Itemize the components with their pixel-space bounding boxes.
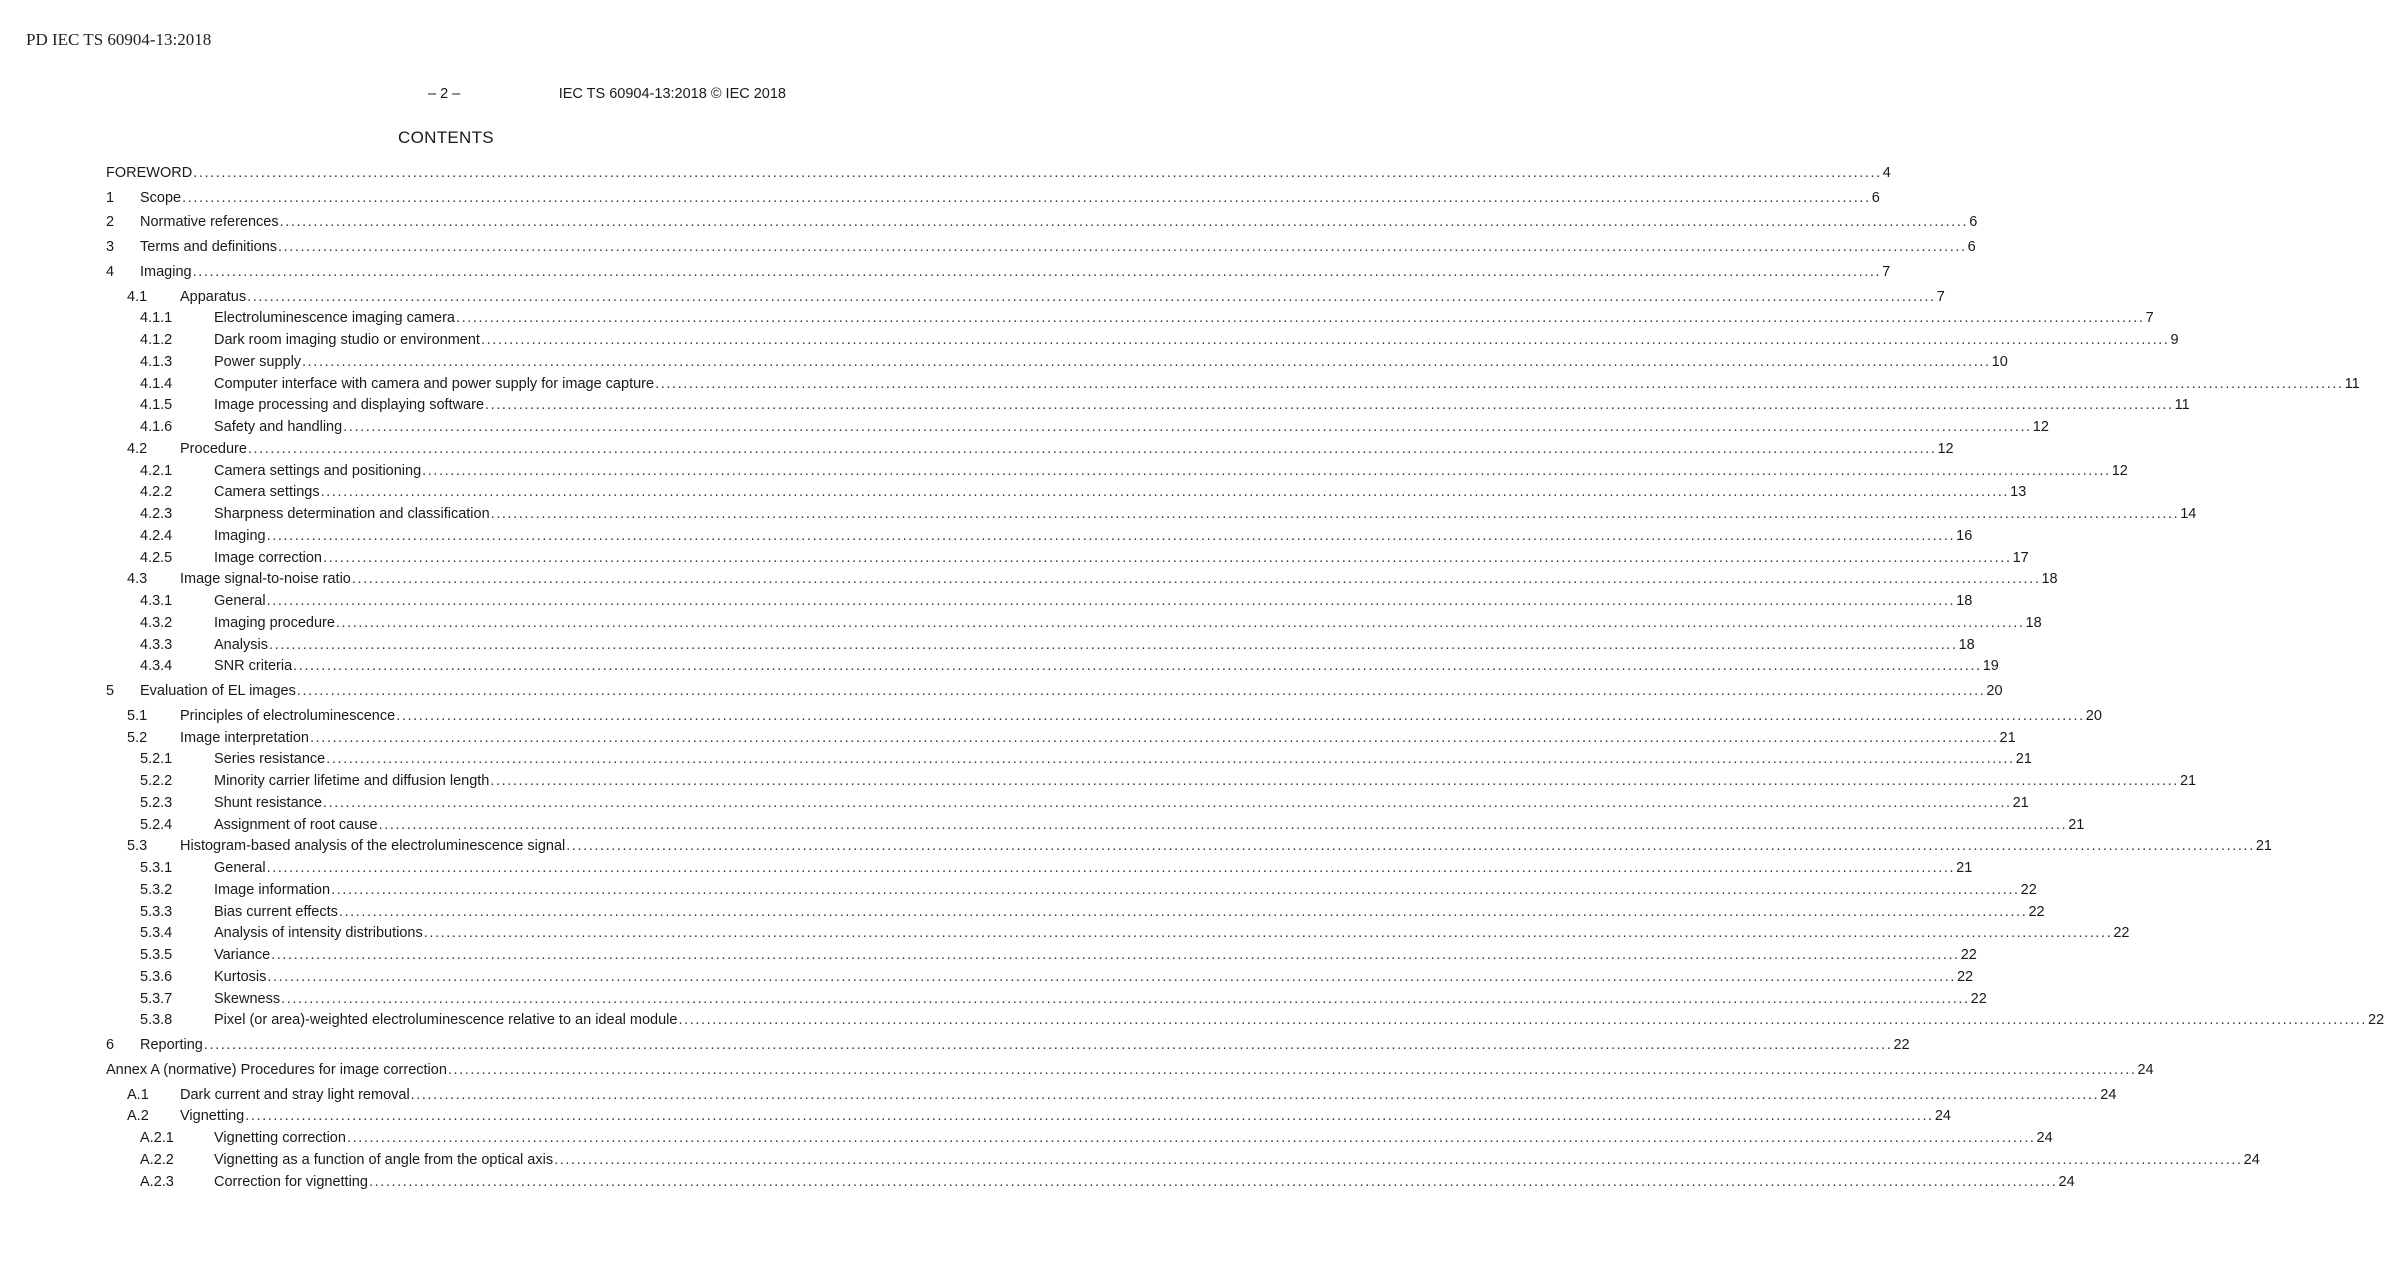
toc-entry-title: Imaging — [214, 527, 266, 544]
dot-leader: ............................................................................................................................................................................................................................................................................................................ — [323, 794, 2012, 811]
toc-entry[interactable] — [106, 1149, 2260, 1171]
toc-entry-number: A.1 — [127, 1086, 149, 1103]
toc-entry-page: 18 — [1958, 636, 1975, 653]
dot-leader: ............................................................................................................................................................................................................................................................................................................ — [396, 707, 2085, 724]
toc-entry-number: 4.1.5 — [140, 397, 173, 414]
dot-leader: ............................................................................................................................................................................................................................................................................................................ — [566, 838, 2255, 855]
dot-leader: ............................................................................................................................................................................................................................................................................................................ — [320, 484, 2010, 501]
toc-entry-title: Annex A (normative) Procedures for image correction — [106, 1061, 447, 1078]
toc-entry-number: 5.3.6 — [140, 968, 173, 985]
toc-entry-number: 4.1 — [127, 288, 148, 305]
dot-leader: ............................................................................................................................................................................................................................................................................................................ — [323, 549, 2012, 566]
dot-leader: ............................................................................................................................................................................................................................................................................................................ — [247, 440, 1937, 457]
dot-leader: ............................................................................................................................................................................................................................................................................................................ — [343, 419, 2032, 436]
toc-entry[interactable] — [106, 656, 1999, 678]
toc-entry-title: Safety and handling — [214, 419, 343, 436]
toc-entry-page: 4 — [1882, 164, 1891, 181]
toc-entry-title: Vignetting — [180, 1108, 245, 1125]
toc-entry-title: General — [214, 593, 266, 610]
toc-entry[interactable] — [106, 634, 1975, 656]
dot-leader: ............................................................................................................................................................................................................................................................................................................ — [279, 214, 1969, 231]
toc-entry-title: Camera settings — [214, 484, 320, 501]
toc-entry-page: 12 — [1937, 440, 1954, 457]
toc-entry-page: 22 — [2028, 903, 2045, 920]
toc-entry-page: 7 — [1882, 263, 1891, 280]
toc-entry-page: 7 — [1936, 288, 1945, 305]
standard-reference: IEC TS 60904-13:2018 © IEC 2018 — [558, 86, 786, 102]
toc-entry-number: 5.3.3 — [140, 903, 173, 920]
toc-entry-number: 5.3.2 — [140, 881, 173, 898]
toc-entry-title: Analysis — [214, 636, 268, 653]
toc-entry-page: 22 — [2113, 925, 2130, 942]
toc-entry-page: 22 — [1956, 968, 1974, 985]
toc-entry-number: 4.2.1 — [140, 462, 173, 479]
toc-entry-title: Pixel (or area)-weighted electroluminescence relative to an ideal module — [214, 1012, 678, 1029]
toc-entry-title: SNR criteria — [214, 658, 293, 675]
toc-entry-title: General — [214, 860, 266, 877]
toc-entry-page: 24 — [2036, 1130, 2053, 1147]
toc-entry-title: Power supply — [214, 353, 302, 370]
toc-entry-page: 18 — [1956, 593, 1973, 610]
toc-entry[interactable] — [106, 1127, 2053, 1149]
dot-leader: ............................................................................................................................................................................................................................................................................................................ — [193, 164, 1882, 181]
toc-entry-page: 24 — [2058, 1173, 2075, 1190]
toc-entry[interactable] — [106, 212, 1978, 234]
toc-entry[interactable] — [106, 1084, 2117, 1106]
toc-entry-page: 21 — [2255, 838, 2272, 855]
toc-entry[interactable] — [106, 770, 2197, 792]
toc-entry[interactable] — [106, 814, 2085, 836]
toc-entry-page: 11 — [2344, 375, 2360, 392]
toc-entry-title: Camera settings and positioning — [214, 462, 422, 479]
toc-entry[interactable] — [106, 438, 1954, 460]
toc-entry-page: 7 — [2145, 310, 2154, 327]
toc-entry-number: 4 — [106, 263, 115, 280]
toc-entry[interactable] — [106, 416, 2049, 438]
dot-leader: ............................................................................................................................................................................................................................................................................................................ — [203, 1037, 1893, 1054]
dot-leader: ............................................................................................................................................................................................................................................................................................................ — [267, 968, 1956, 985]
toc-entry-title: Scope — [140, 189, 182, 206]
dot-leader: ............................................................................................................................................................................................................................................................................................................ — [269, 636, 1958, 653]
dot-leader: ............................................................................................................................................................................................................................................................................................................ — [309, 729, 1999, 746]
toc-entry-page: 24 — [2243, 1151, 2260, 1168]
toc-entry-title: Analysis of intensity distributions — [214, 925, 423, 942]
toc-entry[interactable] — [106, 879, 2037, 901]
toc-entry[interactable] — [106, 901, 2045, 923]
toc-entry-title: Normative references — [140, 214, 279, 231]
toc-entry-title: Imaging — [140, 263, 192, 280]
toc-entry[interactable] — [106, 525, 1973, 547]
toc-entry-number: 5.3.1 — [140, 860, 173, 877]
toc-entry-title: FOREWORD — [106, 164, 193, 181]
toc-entry-number: 5.2 — [127, 729, 148, 746]
toc-entry-title: Histogram-based analysis of the electroluminescence signal — [180, 838, 566, 855]
toc-entry-title: Series resistance — [214, 751, 326, 768]
toc-entry-title: Shunt resistance — [214, 794, 323, 811]
toc-entry[interactable] — [106, 187, 1880, 209]
toc-entry-number: A.2.2 — [140, 1151, 174, 1168]
toc-entry-number: 4.1.4 — [140, 375, 173, 392]
toc-entry-number: 1 — [106, 189, 115, 206]
dot-leader: ............................................................................................................................................................................................................................................................................................................ — [455, 310, 2145, 327]
dot-leader: ............................................................................................................................................................................................................................................................................................................ — [281, 990, 1970, 1007]
table-of-contents — [106, 162, 2384, 1193]
toc-entry[interactable] — [106, 503, 2197, 525]
toc-entry[interactable] — [106, 351, 2008, 373]
toc-entry-number: 4.2.5 — [140, 549, 173, 566]
toc-entry-page: 22 — [1970, 990, 1987, 1007]
toc-entry-number: 4.1.2 — [140, 332, 173, 349]
toc-entry-page: 20 — [2085, 707, 2102, 724]
dot-leader: ............................................................................................................................................................................................................................................................................................................ — [485, 397, 2174, 414]
toc-entry-title: Image interpretation — [180, 729, 309, 746]
dot-leader: ............................................................................................................................................................................................................................................................................................................ — [266, 527, 1956, 544]
toc-entry-title: Kurtosis — [214, 968, 267, 985]
toc-entry-title: Minority carrier lifetime and diffusion length — [214, 773, 490, 790]
toc-entry-page: 6 — [1967, 239, 1976, 256]
toc-entry-number: 2 — [106, 214, 115, 231]
contents-heading: CONTENTS — [398, 128, 494, 147]
toc-entry[interactable] — [106, 308, 2154, 330]
toc-entry-number: 4.2.4 — [140, 527, 173, 544]
toc-entry-page: 24 — [1934, 1108, 1951, 1125]
dot-leader: ............................................................................................................................................................................................................................................................................................................ — [247, 288, 1936, 305]
toc-entry-number: A.2.3 — [140, 1173, 174, 1190]
toc-entry-number: 4.3.4 — [140, 658, 173, 675]
toc-entry-number: 4.1.6 — [140, 419, 173, 436]
toc-entry-page: 19 — [1982, 658, 1999, 675]
dot-leader: ............................................................................................................................................................................................................................................................................................................ — [351, 571, 2041, 588]
toc-entry-page: 9 — [2170, 332, 2179, 349]
toc-entry-number: 5.3 — [127, 838, 148, 855]
toc-entry-number: 4.3.1 — [140, 593, 173, 610]
toc-entry[interactable] — [106, 705, 2102, 727]
toc-entry[interactable] — [106, 261, 1891, 283]
toc-entry-title: Dark current and stray light removal — [180, 1086, 410, 1103]
dot-leader: ............................................................................................................................................................................................................................................................................................................ — [368, 1173, 2058, 1190]
toc-entry-title: Imaging procedure — [214, 614, 335, 631]
toc-entry[interactable] — [106, 329, 2179, 351]
toc-entry-number: 4.1.3 — [140, 353, 173, 370]
toc-entry-title: Vignetting correction — [214, 1130, 346, 1147]
toc-entry-number: 4.2.2 — [140, 484, 173, 501]
toc-entry-title: Evaluation of EL images — [140, 683, 296, 700]
toc-entry-number: A.2.1 — [140, 1130, 174, 1147]
toc-entry-page: 21 — [2179, 773, 2197, 790]
toc-entry-page: 21 — [1956, 860, 1973, 877]
dot-leader: ............................................................................................................................................................................................................................................................................................................ — [410, 1086, 2100, 1103]
dot-leader: ............................................................................................................................................................................................................................................................................................................ — [278, 239, 1967, 256]
toc-entry-page: 18 — [2025, 614, 2042, 631]
toc-entry-number: 5.3.5 — [140, 947, 173, 964]
toc-entry-page: 18 — [2041, 571, 2058, 588]
toc-entry-number: 4.3 — [127, 571, 148, 588]
toc-entry[interactable] — [106, 482, 2027, 504]
toc-entry-number: 5.3.8 — [140, 1012, 173, 1029]
toc-entry-title: Image information — [214, 881, 331, 898]
toc-entry-page: 22 — [1893, 1037, 1910, 1054]
toc-entry[interactable] — [106, 923, 2130, 945]
dot-leader: ............................................................................................................................................................................................................................................................................................................ — [346, 1130, 2036, 1147]
dot-leader: ............................................................................................................................................................................................................................................................................................................ — [266, 593, 1956, 610]
toc-entry-number: 6 — [106, 1037, 115, 1054]
toc-entry[interactable] — [106, 162, 1891, 184]
toc-entry-page: 6 — [1871, 189, 1880, 206]
toc-entry[interactable] — [106, 373, 2360, 395]
toc-entry-number: 5.1 — [127, 707, 148, 724]
toc-entry[interactable] — [106, 1171, 2075, 1193]
dot-leader: ............................................................................................................................................................................................................................................................................................................ — [423, 925, 2113, 942]
toc-entry-number: 4.1.1 — [140, 310, 173, 327]
toc-entry[interactable] — [106, 547, 2029, 569]
toc-entry-title: Bias current effects — [214, 903, 338, 920]
toc-entry-number: 5.2.4 — [140, 816, 173, 833]
dot-leader: ............................................................................................................................................................................................................................................................................................................ — [192, 263, 1882, 280]
toc-entry-number: 5.3.4 — [140, 925, 173, 942]
toc-entry-title: Procedure — [180, 440, 247, 457]
toc-entry-page: 6 — [1969, 214, 1978, 231]
toc-entry-page: 10 — [1991, 353, 2008, 370]
toc-entry-title: Image processing and displaying software — [214, 397, 485, 414]
toc-entry-page: 11 — [2174, 397, 2190, 414]
toc-entry[interactable] — [106, 236, 1976, 258]
toc-entry-number: 5.3.7 — [140, 990, 173, 1007]
toc-entry-page: 22 — [2368, 1012, 2384, 1029]
toc-entry[interactable] — [106, 286, 1945, 308]
toc-entry[interactable] — [106, 1010, 2384, 1032]
toc-entry-page: 22 — [2020, 881, 2037, 898]
dot-leader: ............................................................................................................................................................................................................................................................................................................ — [182, 189, 1871, 206]
toc-entry-title: Sharpness determination and classification — [214, 506, 490, 523]
toc-entry-page: 21 — [2068, 816, 2085, 833]
dot-leader: ............................................................................................................................................................................................................................................................................................................ — [271, 947, 1960, 964]
toc-entry-page: 21 — [1999, 729, 2016, 746]
toc-entry[interactable] — [106, 460, 2128, 482]
toc-entry[interactable] — [106, 395, 2190, 417]
toc-entry-page: 24 — [2100, 1086, 2117, 1103]
toc-entry[interactable] — [106, 590, 1973, 612]
toc-entry-page: 16 — [1956, 527, 1973, 544]
toc-entry-page: 24 — [2137, 1061, 2154, 1078]
toc-entry-page: 20 — [1986, 683, 2003, 700]
toc-entry-title: Reporting — [140, 1037, 203, 1054]
toc-entry[interactable] — [106, 836, 2272, 858]
toc-entry[interactable] — [106, 988, 1987, 1010]
dot-leader: ............................................................................................................................................................................................................................................................................................................ — [554, 1151, 2243, 1168]
toc-entry[interactable] — [106, 1059, 2154, 1081]
toc-entry[interactable] — [106, 569, 2058, 591]
toc-entry[interactable] — [106, 680, 2003, 702]
toc-entry-title: Image correction — [214, 549, 322, 566]
dot-leader: ............................................................................................................................................................................................................................................................................................................ — [422, 462, 2111, 479]
dot-leader: ............................................................................................................................................................................................................................................................................................................ — [338, 903, 2028, 920]
dot-leader: ............................................................................................................................................................................................................................................................................................................ — [335, 614, 2025, 631]
toc-entry-title: Skewness — [214, 990, 281, 1007]
toc-entry-page: 21 — [2012, 794, 2029, 811]
toc-entry-title: Terms and definitions — [140, 239, 278, 256]
dot-leader: ............................................................................................................................................................................................................................................................................................................ — [480, 332, 2170, 349]
dot-leader: ............................................................................................................................................................................................................................................................................................................ — [266, 860, 1956, 877]
dot-leader: ............................................................................................................................................................................................................................................................................................................ — [331, 881, 2020, 898]
toc-entry-title: Variance — [214, 947, 271, 964]
toc-entry[interactable] — [106, 1106, 1951, 1128]
document-watermark: PD IEC TS 60904-13:2018 — [26, 30, 212, 49]
dot-leader: ............................................................................................................................................................................................................................................................................................................ — [245, 1108, 1934, 1125]
dot-leader: ............................................................................................................................................................................................................................................................................................................ — [490, 773, 2179, 790]
toc-entry-number: 5 — [106, 683, 115, 700]
toc-entry-title: Electroluminescence imaging camera — [214, 310, 455, 327]
toc-entry[interactable] — [106, 792, 2029, 814]
toc-entry[interactable] — [106, 727, 2016, 749]
toc-entry-number: 4.2 — [127, 440, 148, 457]
toc-entry-title: Apparatus — [180, 288, 247, 305]
toc-entry-title: Correction for vignetting — [214, 1173, 368, 1190]
page-number: – 2 – — [428, 86, 461, 102]
toc-entry[interactable] — [106, 857, 1973, 879]
dot-leader: ............................................................................................................................................................................................................................................................................................................ — [655, 375, 2344, 392]
toc-entry-number: 4.3.2 — [140, 614, 173, 631]
toc-entry[interactable] — [106, 1034, 1910, 1056]
toc-entry-page: 14 — [2180, 506, 2197, 523]
dot-leader: ............................................................................................................................................................................................................................................................................................................ — [490, 506, 2180, 523]
toc-entry-page: 22 — [1960, 947, 1977, 964]
dot-leader: ............................................................................................................................................................................................................................................................................................................ — [293, 658, 1982, 675]
toc-entry-title: Image signal-to-noise ratio — [180, 571, 351, 588]
toc-entry[interactable] — [106, 749, 2032, 771]
dot-leader: ............................................................................................................................................................................................................................................................................................................ — [447, 1061, 2137, 1078]
toc-entry-number: A.2 — [127, 1108, 149, 1125]
dot-leader: ............................................................................................................................................................................................................................................................................................................ — [296, 683, 1986, 700]
toc-entry-number: 4.3.3 — [140, 636, 173, 653]
toc-entry-title: Vignetting as a function of angle from the optical axis — [214, 1151, 554, 1168]
toc-entry[interactable] — [106, 944, 1977, 966]
toc-entry-number: 5.2.2 — [140, 773, 173, 790]
toc-entry-title: Computer interface with camera and power supply for image capture — [214, 375, 655, 392]
dot-leader: ............................................................................................................................................................................................................................................................................................................ — [678, 1012, 2368, 1029]
toc-entry[interactable] — [106, 612, 2042, 634]
toc-entry-page: 12 — [2032, 419, 2049, 436]
toc-entry-title: Principles of electroluminescence — [180, 707, 396, 724]
toc-entry[interactable] — [106, 966, 1974, 988]
toc-entry-number: 3 — [106, 239, 115, 256]
toc-entry-number: 4.2.3 — [140, 506, 173, 523]
toc-entry-page: 21 — [2015, 751, 2032, 768]
dot-leader: ............................................................................................................................................................................................................................................................................................................ — [378, 816, 2068, 833]
toc-entry-page: 12 — [2111, 462, 2128, 479]
dot-leader: ............................................................................................................................................................................................................................................................................................................ — [302, 353, 1991, 370]
toc-entry-page: 17 — [2012, 549, 2029, 566]
toc-entry-number: 5.2.3 — [140, 794, 173, 811]
toc-entry-number: 5.2.1 — [140, 751, 173, 768]
dot-leader: ............................................................................................................................................................................................................................................................................................................ — [326, 751, 2015, 768]
toc-entry-title: Dark room imaging studio or environment — [214, 332, 480, 349]
toc-entry-title: Assignment of root cause — [214, 816, 378, 833]
toc-entry-page: 13 — [2010, 484, 2027, 501]
